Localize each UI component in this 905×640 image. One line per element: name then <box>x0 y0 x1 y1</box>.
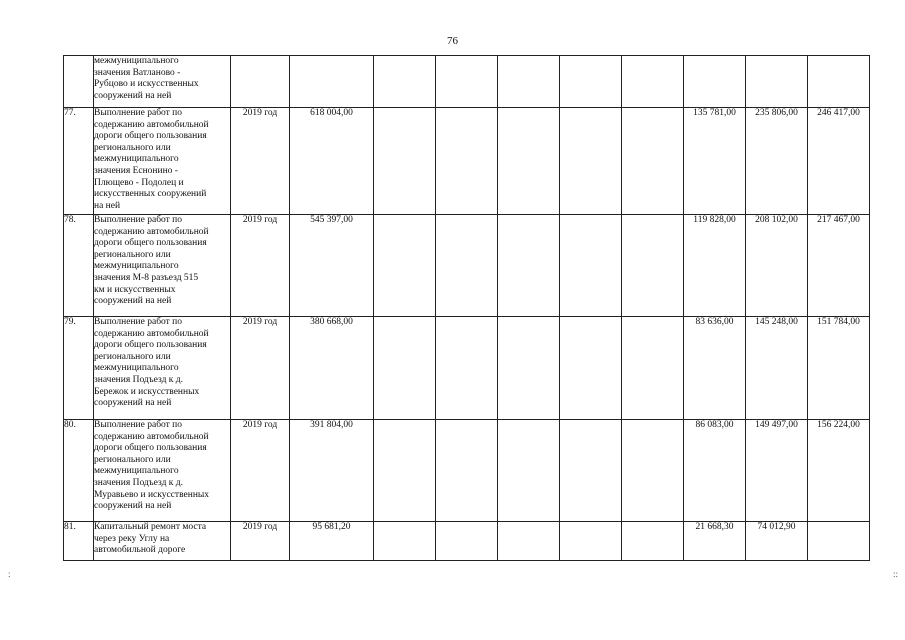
amount-col-7 <box>746 56 808 108</box>
amount-col-2 <box>436 215 498 317</box>
amount-col-8: 151 784,00 <box>808 317 870 420</box>
total-amount <box>290 56 374 108</box>
amount-col-8: 156 224,00 <box>808 420 870 522</box>
amount-col-2 <box>436 317 498 420</box>
amount-col-3 <box>498 108 560 215</box>
amount-col-1 <box>374 215 436 317</box>
page-number: 76 <box>447 35 458 47</box>
amount-col-3 <box>498 317 560 420</box>
amount-col-2 <box>436 420 498 522</box>
year-cell: 2019 год <box>231 215 290 317</box>
amount-col-7: 208 102,00 <box>746 215 808 317</box>
total-amount: 618 004,00 <box>290 108 374 215</box>
amount-col-6: 21 668,30 <box>684 522 746 561</box>
amount-col-2 <box>436 522 498 561</box>
table-row <box>64 215 870 317</box>
amount-col-1 <box>374 317 436 420</box>
work-description: Выполнение работ по содержанию автомобильной дороги общего пользования регионального или межмуниципального значения М-8 разъезд 515 км и искусственных сооружений на ней <box>94 215 231 317</box>
budget-table <box>63 55 870 561</box>
year-cell: 2019 год <box>231 108 290 215</box>
amount-col-8 <box>808 56 870 108</box>
amount-col-4 <box>560 317 622 420</box>
amount-col-8: 217 467,00 <box>808 215 870 317</box>
year-cell <box>231 56 290 108</box>
year-cell: 2019 год <box>231 420 290 522</box>
row-number: 81. <box>64 522 94 561</box>
amount-col-4 <box>560 56 622 108</box>
amount-col-6: 86 083,00 <box>684 420 746 522</box>
work-description: Выполнение работ по содержанию автомобильной дороги общего пользования регионального или межмуниципального значения Подъезд к д. Бережок и искусственных сооружений на ней <box>94 317 231 420</box>
amount-col-8 <box>808 522 870 561</box>
table-row <box>64 420 870 522</box>
total-amount: 380 668,00 <box>290 317 374 420</box>
amount-col-5 <box>622 215 684 317</box>
total-amount: 95 681,20 <box>290 522 374 561</box>
amount-col-7: 145 248,00 <box>746 317 808 420</box>
work-description: Капитальный ремонт моста через реку Углу на автомобильной дороге <box>94 522 231 561</box>
amount-col-7: 74 012,90 <box>746 522 808 561</box>
amount-col-4 <box>560 522 622 561</box>
amount-col-3 <box>498 56 560 108</box>
amount-col-5 <box>622 317 684 420</box>
amount-col-2 <box>436 108 498 215</box>
right-margin-mark: :: <box>893 569 899 579</box>
amount-col-3 <box>498 215 560 317</box>
amount-col-5 <box>622 56 684 108</box>
amount-col-4 <box>560 108 622 215</box>
amount-col-1 <box>374 108 436 215</box>
amount-col-6: 83 636,00 <box>684 317 746 420</box>
amount-col-6: 135 781,00 <box>684 108 746 215</box>
amount-col-2 <box>436 56 498 108</box>
left-margin-mark: : <box>8 569 11 579</box>
amount-col-1 <box>374 420 436 522</box>
year-cell: 2019 год <box>231 522 290 561</box>
amount-col-6 <box>684 56 746 108</box>
table-row <box>64 522 870 561</box>
amount-col-4 <box>560 420 622 522</box>
amount-col-3 <box>498 522 560 561</box>
amount-col-1 <box>374 56 436 108</box>
row-number: 80. <box>64 420 94 522</box>
amount-col-5 <box>622 108 684 215</box>
row-number: 79. <box>64 317 94 420</box>
amount-col-5 <box>622 522 684 561</box>
amount-col-8: 246 417,00 <box>808 108 870 215</box>
total-amount: 391 804,00 <box>290 420 374 522</box>
amount-col-3 <box>498 420 560 522</box>
table-row <box>64 317 870 420</box>
work-description: Выполнение работ по содержанию автомобильной дороги общего пользования регионального или межмуниципального значения Подъезд к д. Муравьево и искусственных сооружений на ней <box>94 420 231 522</box>
amount-col-5 <box>622 420 684 522</box>
row-number <box>64 56 94 108</box>
total-amount: 545 397,00 <box>290 215 374 317</box>
amount-col-4 <box>560 215 622 317</box>
amount-col-7: 149 497,00 <box>746 420 808 522</box>
work-description: межмуниципального значения Ватланово - Рубцово и искусственных сооружений на ней <box>94 56 231 108</box>
table-row <box>64 56 870 108</box>
amount-col-1 <box>374 522 436 561</box>
row-number: 78. <box>64 215 94 317</box>
amount-col-6: 119 828,00 <box>684 215 746 317</box>
amount-col-7: 235 806,00 <box>746 108 808 215</box>
year-cell: 2019 год <box>231 317 290 420</box>
table-row <box>64 108 870 215</box>
row-number: 77. <box>64 108 94 215</box>
table-body <box>64 56 870 561</box>
work-description: Выполнение работ по содержанию автомобильной дороги общего пользования регионального или межмуниципального значения Еснонино - Плющево - Подолец и искусственных сооружений на ней <box>94 108 231 215</box>
